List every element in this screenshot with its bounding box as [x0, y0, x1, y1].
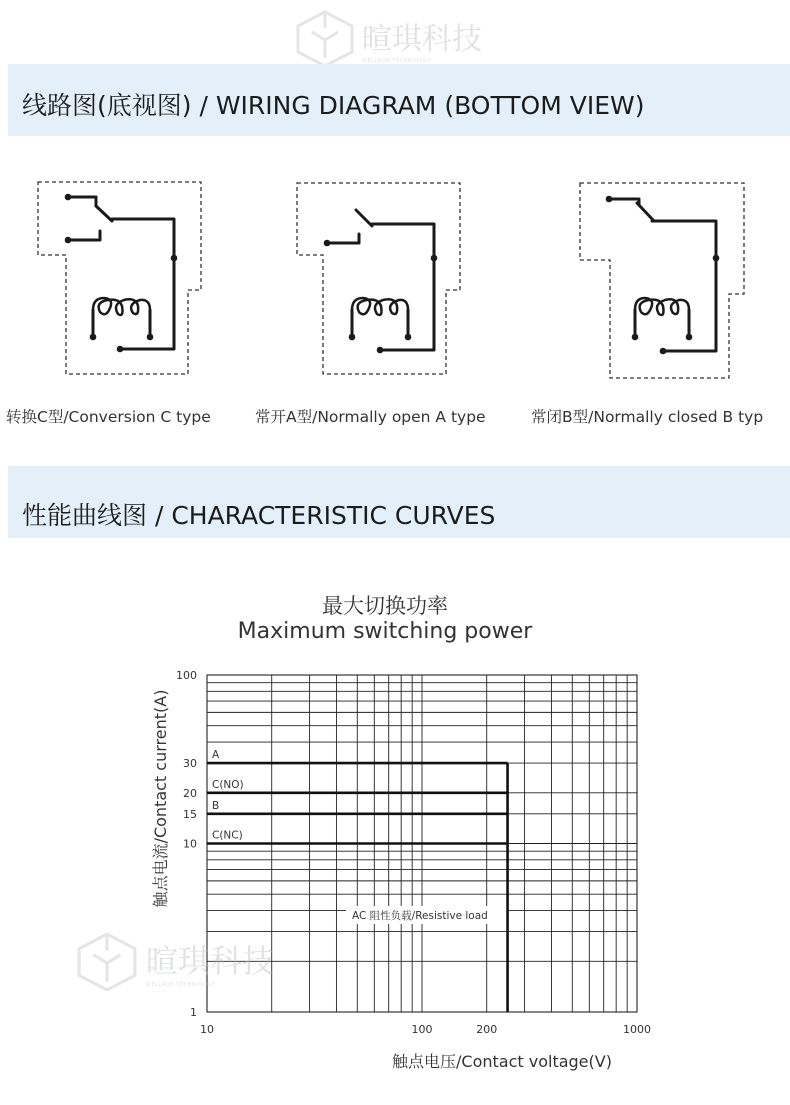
y-tick-label: 10 [183, 837, 197, 851]
series-label: A [212, 749, 220, 762]
x-tick-label: 1000 [623, 1023, 651, 1036]
caption-conversion-c: 转换C型/Conversion C type [6, 408, 211, 426]
series-label: B [212, 799, 220, 812]
annotation-resistive-load: AC 阻性负载/Resistive load [352, 910, 488, 922]
x-tick-label: 200 [476, 1023, 498, 1036]
y-tick-label: 100 [176, 669, 197, 682]
series-label: C(NC) [212, 829, 243, 842]
caption-normally-open-a: 常开A型/Normally open A type [255, 408, 486, 426]
y-axis-label: 触点电流/Contact current(A) [151, 689, 170, 908]
y-tick-label: 15 [183, 807, 197, 821]
watermark-brand: 暄琪科技 [362, 22, 482, 57]
caption-normally-closed-b: 常闭B型/Normally closed B typ [531, 408, 764, 426]
watermark-bottom [72, 930, 274, 994]
watermark-sub: WELLAON TECHNOLOGY [362, 58, 432, 64]
y-tick-label: 30 [183, 757, 197, 771]
y-tick-label: 1 [190, 1006, 197, 1019]
watermark-brand: 暄琪科技 [146, 942, 275, 980]
chart-subtitle: Maximum switching power [237, 619, 533, 644]
curves-heading: 性能曲线图 / CHARACTERISTIC CURVES [22, 501, 496, 530]
chart-title: 最大切换功率 [322, 594, 448, 618]
wiring-heading: 线路图(底视图) / WIRING DIAGRAM (BOTTOM VIEW) [22, 91, 645, 120]
x-tick-label: 10 [200, 1023, 214, 1036]
x-axis-label: 触点电压/Contact voltage(V) [392, 1052, 612, 1071]
x-tick-label: 100 [411, 1023, 433, 1036]
watermark-sub: WELLAON TECHNOLOGY [146, 982, 216, 988]
series-label: C(NO) [212, 778, 244, 791]
watermark-logo-icon [72, 930, 142, 994]
y-tick-label: 20 [183, 786, 197, 800]
